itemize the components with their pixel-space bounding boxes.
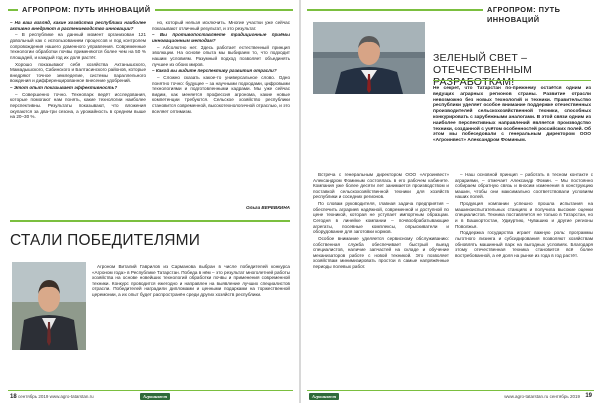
- director-photo: [313, 22, 425, 94]
- interview-question: – Этот опыт показывает эффективность?: [10, 85, 118, 91]
- right-page-header: [307, 5, 594, 24]
- paragraph: Особое внимание уделяется сервисному обслуживанию: собственная служба обеспечивает быстрый выезд специалистов, наличие запчастей на складе и обучение механизаторов работе с новой техникой. Это позволяет хозяйствам минимизировать простои в самые напряжённые периоды полевых работ.: [313, 235, 449, 269]
- winner-photo: [12, 262, 86, 350]
- feature-text: Агроном Виталий Гаврилов из Сарманова выбран в числе победителей конкурса «Агроном года» в Республике Татарстан. Победа в нём – это результат многолетней работы хозяйства на основе новейших технологий обработки почвы и применения современной техники. Конкурс проводится ежегодно и направлен на выявление лучших специалистов отрасли. Победителей наградили дипломами и ценными подарками на торжественной церемонии, а их опыт будет распространён среди других хозяйств республики.: [92, 264, 290, 297]
- paragraph: – Совершенно точно. Технопарк ведёт исследования, которые помогают нам понять, какие технологии наиболее перспективны. Результаты показывают, что вложения окупаются за два-три сезона, а урожайность в среднем выше на 20–30 %.: [10, 91, 146, 120]
- paragraph: – В республике на данный момент организован 121 довольный как с использованием процессов и под контролем сопровождения нашего доменного управления. Современные технологии обработки почвы применяются более чем на 50 % площадей, и каждый год их доля растёт.: [10, 32, 146, 60]
- paragraph: – Сложно сказать какое-то универсальное слово. Одно понятно точно: будущее – за научными подходами, цифровыми технологиями и подготовленными кадрами. Мы уже сейчас видим, как меняется профессия агронома, какие новые компетенции требуются. Сельское хозяйство республики становится современной, высокотехнологичной отраслью, и это вселяет оптимизм.: [152, 75, 290, 114]
- interview-question: – Какой вы видите перспективу развития отрасли?: [152, 68, 277, 74]
- right-footer: [309, 392, 592, 401]
- right-column-2: [455, 172, 593, 386]
- left-header-title: АГРОПРОМ: ПУТЬ ИННОВАЦИЙ: [18, 5, 155, 15]
- left-footer: [10, 392, 290, 401]
- interview-question: – На ваш взгляд, какие хозяйства республики наиболее активно внедряют в растениеводство инновации?: [10, 20, 146, 31]
- page-number-right: 19: [585, 393, 592, 399]
- feature-rule: [10, 220, 290, 222]
- paragraph: – Наш основной принцип – работать в тесном контакте с аграриями, – отмечает Александр Фомин. – Мы постоянно собираем обратную связь и вносим изменения в конструкцию машин, чтобы они максимально соответствовали условиям наших полей.: [455, 172, 593, 200]
- right-header-title: АГРОПРОМ: ПУТЬ ИННОВАЦИЙ: [483, 5, 594, 25]
- paragraph: Встреча с генеральным директором ООО «Агроинвест» Александром Фоминым состоялась в его рабочем кабинете. Компания уже более десяти лет занимается производством и поставкой сельскохозяйственной техники для хозяйств республики и соседних регионов.: [313, 172, 449, 200]
- article-headline: ЗЕЛЕНЫЙ СВЕТ – ОТЕЧЕСТВЕННЫМ РАЗРАБОТКАМ!: [433, 52, 533, 88]
- feature-headline: СТАЛИ ПОБЕДИТЕЛЯМИ: [10, 232, 201, 249]
- magazine-logo: Агроинвест: [140, 393, 170, 400]
- issue-info: сентябрь 2019 www.agro-tatarstan.ru: [17, 394, 94, 399]
- left-column-2: [152, 20, 290, 204]
- right-column-1: [313, 172, 449, 386]
- paragraph: Хорошо показывают себя хозяйства Актанышского, Мамадышского, Сабинского и Балтасинского районов, которые внедряют точное земледелие, системы параллельного вождения и дифференцированное внесение удобрений.: [10, 61, 146, 84]
- paragraph: Продукция компании успешно прошла испытания на машиноиспытательных станциях и получила высокие оценки специалистов. Техника поставляется не только в Татарстан, но и в Башкортостан, Удмуртию, Чувашию и другие регионы Поволжья.: [455, 201, 593, 229]
- article-signature: Ольга ВЕРЕВКИНА: [246, 205, 290, 210]
- left-page-header: [8, 5, 293, 15]
- magazine-logo-right: Агроинвест: [309, 393, 339, 400]
- article-lead: Не секрет, что Татарстан по-прежнему остаётся одним из ведущих аграрных регионов страны. Развитие отрасли невозможно без новых технологий и техники. Правительство республики уделяет особое внимание поддержке отечественных производителей сельскохозяйственной техники, способных конкурировать с зарубежными аналогами. В этой связи одним из наиболее перспективных направлений является производство техники, созданной с учётом особенностей российских полей. Об этом мы побеседовали с генеральным директором ООО «Агроинвест» Александром Фоминым.: [433, 86, 591, 144]
- right-page: [301, 0, 600, 403]
- interview-question: – Вы противопоставляете традиционные приёмы инновационным методам?: [152, 32, 290, 43]
- left-page: [0, 0, 299, 403]
- left-column-1: [10, 20, 146, 210]
- paragraph: – Абсолютно нет. Здесь работает естественный принцип эволюции. На основе опыта мы выбираем то, что подходит нашим условиям. Разумный подход позволяет объединять лучшее из обоих миров.: [152, 44, 290, 67]
- page-number: 18: [10, 394, 17, 400]
- paragraph: По словам руководителя, главная задача предприятия – обеспечить аграриев надёжной, современной и доступной по цене техникой, которая не уступает импортным образцам. Сегодня в линейке компании – почвообрабатывающие агрегаты, посевные комплексы, опрыскиватели и оборудование для заготовки кормов.: [313, 201, 449, 235]
- paragraph: но, который нельзя исключить. Многие участки уже сейчас показывают отличный результат, и это результат.: [152, 20, 290, 31]
- issue-info-right: www.agro-tatarstan.ru сентябрь 2019: [504, 394, 580, 399]
- paragraph: Поддержка государства играет важную роль: программы льготного лизинга и субсидирования позволяют хозяйствам обновлять машинный парк на выгодных условиях. Благодаря этому отечественная техника становится всё более востребованной, а её доля на рынке из года в год растёт.: [455, 230, 593, 258]
